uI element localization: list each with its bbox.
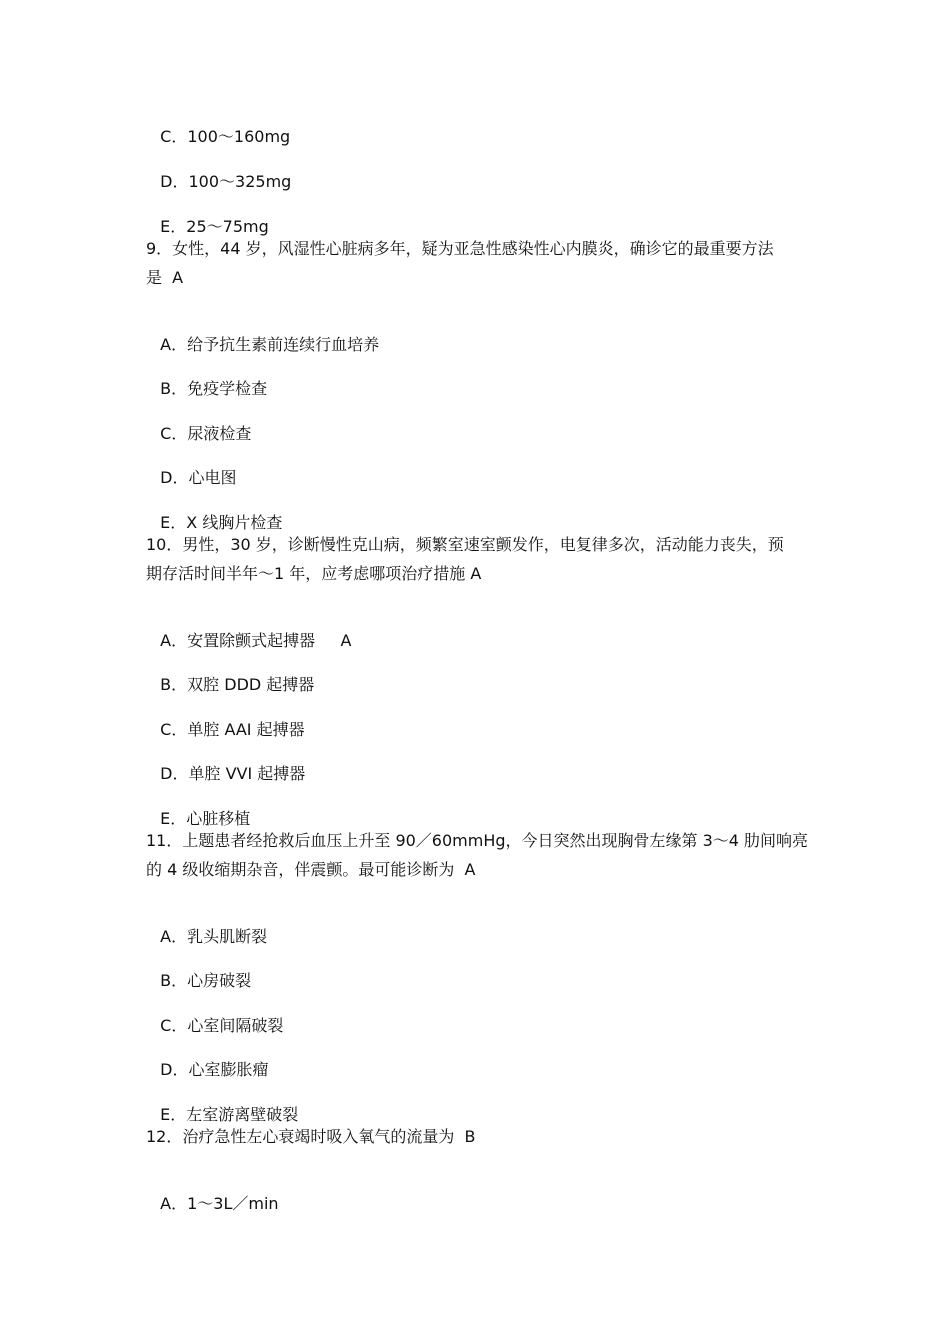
option-letter: A． [160,631,188,650]
option-letter: B． [160,675,188,694]
option-letter: E． [160,513,187,532]
option-text: 给予抗生素前连续行血培养 [187,335,380,354]
option-letter: A． [160,335,188,354]
option-letter: C． [160,720,188,739]
q11-option-b [150,948,252,990]
option-text: 免疫学检查 [187,379,268,398]
q11-stem-line-2: 的 4 级收缩期杂音，伴震颤。最可能诊断为 A [146,860,476,879]
q11-option-e [150,1082,299,1124]
q10-option-b [150,652,315,694]
option-letter: A． [160,1194,188,1213]
option-letter: B． [160,971,188,990]
option-text: 单腔 AAI 起搏器 [187,720,305,739]
option-text: X 线胸片检查 [186,513,283,532]
q8-option-c [150,104,291,146]
option-letter: E． [160,1105,187,1124]
option-text: 双腔 DDD 起搏器 [187,675,315,694]
option-text: 1～3L／min [187,1194,279,1213]
q9-stem-line-2: 是 A [146,268,184,287]
option-letter: D． [160,172,189,191]
option-text: 心室膨胀瘤 [188,1060,269,1079]
option-letter: C． [160,127,188,146]
option-text: 左室游离壁破裂 [186,1105,299,1124]
q11-stem-line-1: 11．上题患者经抢救后血压上升至 90／60mmHg，今日突然出现胸骨左缘第 3～4 肋间响亮 [146,831,809,850]
q9-option-b [150,356,268,398]
option-text: 心电图 [188,468,237,487]
option-text: 单腔 VVI 起搏器 [188,764,306,783]
option-letter: A． [160,927,188,946]
q8-option-e [150,194,269,236]
q10-stem-line-2: 期存活时间半年～1 年，应考虑哪项治疗措施 A [146,564,482,583]
q11-option-d [150,1037,269,1079]
q9-option-d [150,445,237,487]
q10-option-d [150,741,306,783]
q12-option-a [150,1171,279,1213]
option-letter: C． [160,1016,188,1035]
option-letter: E． [160,809,187,828]
q12-stem-line-1: 12．治疗急性左心衰竭时吸入氧气的流量为 B [146,1127,476,1146]
option-text: 尿液检查 [187,424,252,443]
option-letter: D． [160,468,189,487]
q10-option-c [150,697,305,739]
option-text: 乳头肌断裂 [187,927,268,946]
q9-stem-line-1: 9．女性，44 岁，风湿性心脏病多年，疑为亚急性感染性心内膜炎，确诊它的最重要方法 [146,239,774,258]
option-letter: E． [160,217,187,236]
option-text: 安置除颤式起搏器 A [187,631,352,650]
q11-option-a [150,904,268,946]
option-letter: B． [160,379,188,398]
q11-option-c [150,993,284,1035]
option-text: 100～160mg [187,127,291,146]
q10-option-e [150,786,251,828]
q9-option-c [150,401,252,443]
option-text: 心脏移植 [186,809,251,828]
q10-option-a [150,608,352,650]
option-letter: D． [160,764,189,783]
q8-option-d [150,149,292,191]
option-text: 25～75mg [186,217,269,236]
option-text: 心房破裂 [187,971,252,990]
q9-option-e [150,490,283,532]
option-letter: C． [160,424,188,443]
q10-stem-line-1: 10．男性，30 岁，诊断慢性克山病，频繁室速室颤发作，电复律多次，活动能力丧失，预 [146,535,784,554]
option-letter: D． [160,1060,189,1079]
option-text: 100～325mg [188,172,292,191]
option-text: 心室间隔破裂 [187,1016,284,1035]
q9-option-a [150,312,380,354]
